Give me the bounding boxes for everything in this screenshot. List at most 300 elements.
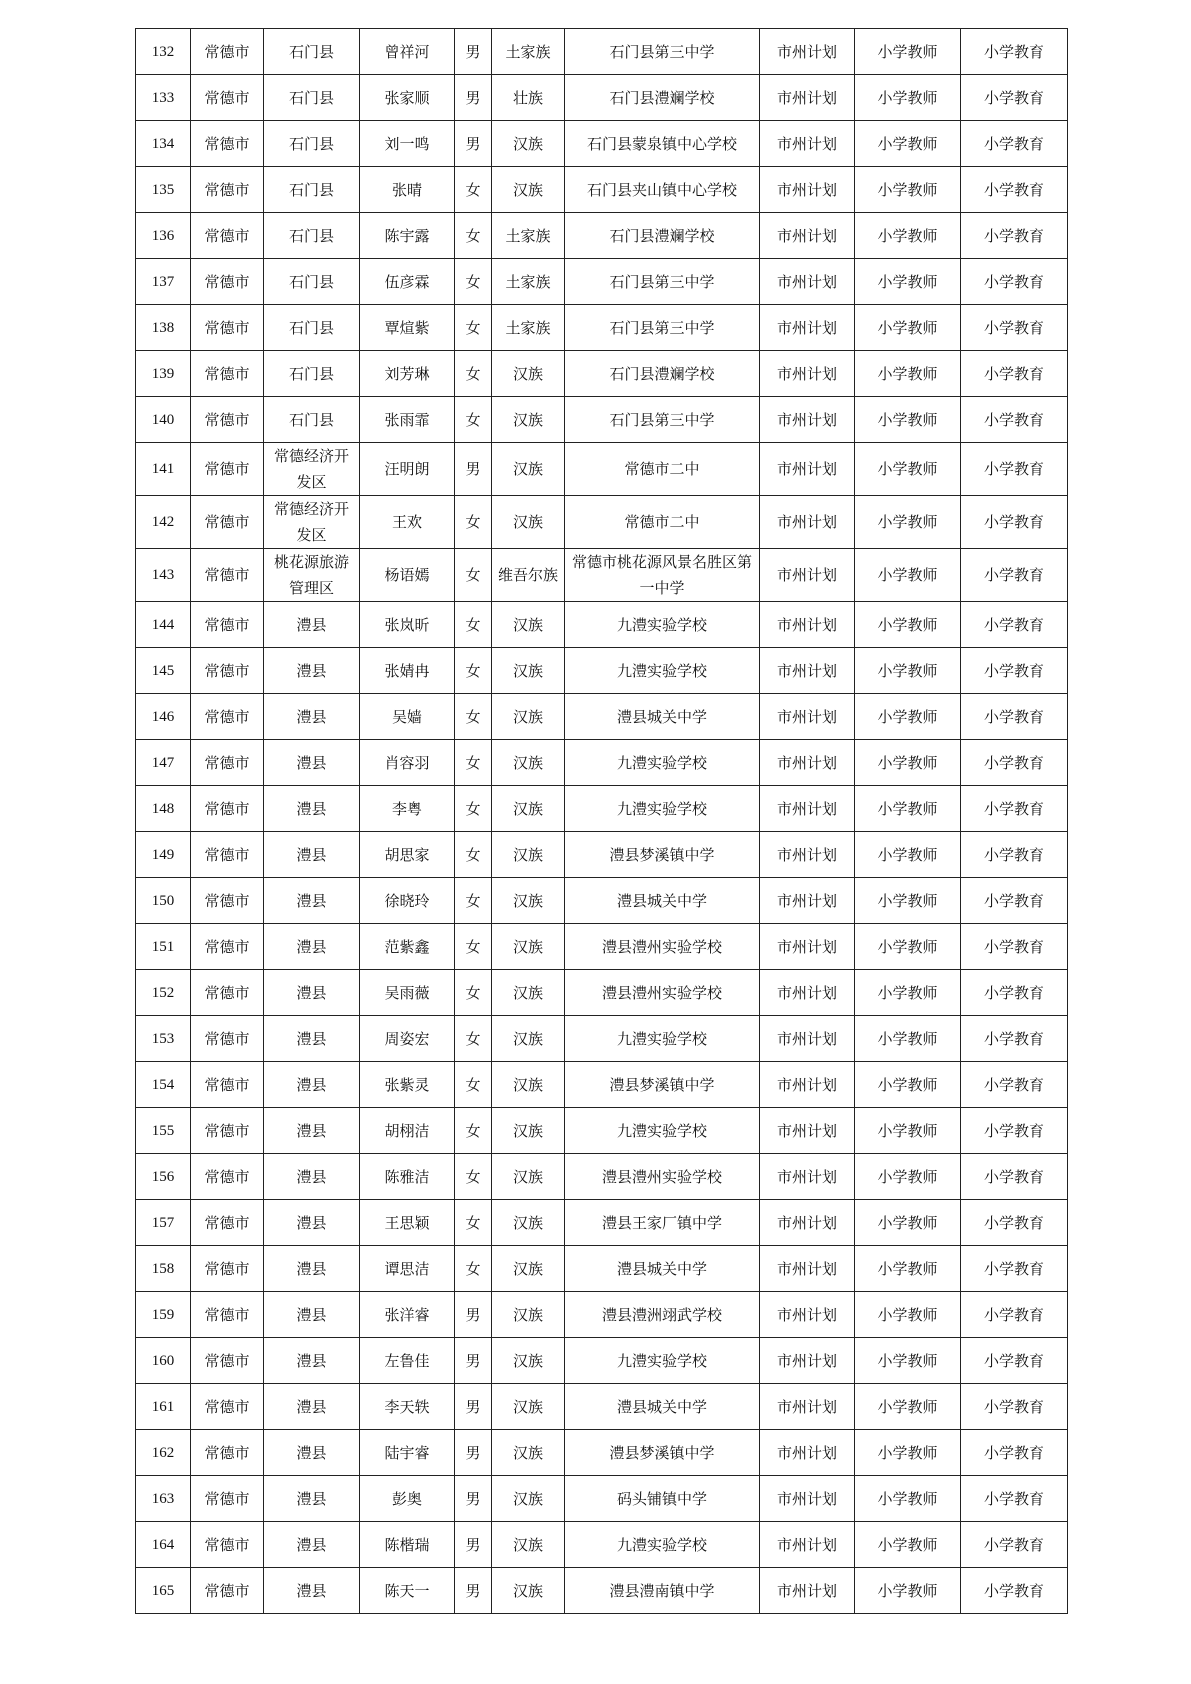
table-row bbox=[136, 970, 1068, 1016]
cell-school: 石门县澧斓学校 bbox=[565, 213, 760, 259]
cell-school: 石门县蒙泉镇中心学校 bbox=[565, 121, 760, 167]
table-row bbox=[136, 443, 1068, 496]
cell-plan-type: 市州计划 bbox=[760, 397, 855, 443]
cell-school: 石门县第三中学 bbox=[565, 29, 760, 75]
cell-school: 石门县第三中学 bbox=[565, 305, 760, 351]
cell-plan-type: 市州计划 bbox=[760, 1154, 855, 1200]
cell-plan-type: 市州计划 bbox=[760, 1522, 855, 1568]
cell-ethnicity: 汉族 bbox=[492, 1384, 565, 1430]
cell-ethnicity: 土家族 bbox=[492, 29, 565, 75]
cell-city: 常德市 bbox=[191, 443, 264, 496]
cell-city: 常德市 bbox=[191, 694, 264, 740]
cell-ethnicity: 汉族 bbox=[492, 740, 565, 786]
table-row bbox=[136, 1200, 1068, 1246]
cell-position: 小学教师 bbox=[855, 740, 961, 786]
cell-seq-no: 151 bbox=[136, 924, 191, 970]
cell-plan-type: 市州计划 bbox=[760, 1430, 855, 1476]
cell-gender: 男 bbox=[455, 1292, 492, 1338]
cell-school: 九澧实验学校 bbox=[565, 740, 760, 786]
cell-position: 小学教师 bbox=[855, 1568, 961, 1614]
cell-position: 小学教师 bbox=[855, 1384, 961, 1430]
cell-gender: 男 bbox=[455, 75, 492, 121]
cell-position: 小学教师 bbox=[855, 305, 961, 351]
roster-table bbox=[135, 28, 1068, 1614]
cell-seq-no: 136 bbox=[136, 213, 191, 259]
cell-name: 刘芳琳 bbox=[360, 351, 455, 397]
cell-city: 常德市 bbox=[191, 1154, 264, 1200]
cell-name: 吴雨薇 bbox=[360, 970, 455, 1016]
cell-county: 澧县 bbox=[264, 1062, 360, 1108]
table-row bbox=[136, 1338, 1068, 1384]
cell-city: 常德市 bbox=[191, 602, 264, 648]
cell-county: 石门县 bbox=[264, 121, 360, 167]
cell-school: 常德市二中 bbox=[565, 496, 760, 549]
cell-gender: 女 bbox=[455, 832, 492, 878]
cell-ethnicity: 汉族 bbox=[492, 167, 565, 213]
cell-ethnicity: 维吾尔族 bbox=[492, 549, 565, 602]
cell-plan-type: 市州计划 bbox=[760, 740, 855, 786]
cell-school: 石门县澧斓学校 bbox=[565, 351, 760, 397]
cell-subject: 小学教育 bbox=[961, 496, 1068, 549]
cell-name: 王思颖 bbox=[360, 1200, 455, 1246]
cell-school: 澧县澧州实验学校 bbox=[565, 1154, 760, 1200]
cell-subject: 小学教育 bbox=[961, 443, 1068, 496]
cell-seq-no: 143 bbox=[136, 549, 191, 602]
cell-name: 彭奥 bbox=[360, 1476, 455, 1522]
cell-name: 陆宇睿 bbox=[360, 1430, 455, 1476]
cell-subject: 小学教育 bbox=[961, 1476, 1068, 1522]
cell-plan-type: 市州计划 bbox=[760, 1246, 855, 1292]
table-row bbox=[136, 1062, 1068, 1108]
cell-plan-type: 市州计划 bbox=[760, 1108, 855, 1154]
cell-subject: 小学教育 bbox=[961, 1338, 1068, 1384]
cell-ethnicity: 汉族 bbox=[492, 443, 565, 496]
cell-name: 谭思洁 bbox=[360, 1246, 455, 1292]
cell-plan-type: 市州计划 bbox=[760, 351, 855, 397]
cell-seq-no: 155 bbox=[136, 1108, 191, 1154]
cell-subject: 小学教育 bbox=[961, 1062, 1068, 1108]
cell-school: 澧县梦溪镇中学 bbox=[565, 1430, 760, 1476]
cell-county: 澧县 bbox=[264, 1292, 360, 1338]
cell-school: 石门县第三中学 bbox=[565, 397, 760, 443]
cell-school: 澧县梦溪镇中学 bbox=[565, 832, 760, 878]
cell-school: 九澧实验学校 bbox=[565, 1522, 760, 1568]
cell-seq-no: 160 bbox=[136, 1338, 191, 1384]
cell-seq-no: 156 bbox=[136, 1154, 191, 1200]
cell-ethnicity: 汉族 bbox=[492, 878, 565, 924]
table-row bbox=[136, 75, 1068, 121]
cell-position: 小学教师 bbox=[855, 1338, 961, 1384]
cell-seq-no: 148 bbox=[136, 786, 191, 832]
cell-city: 常德市 bbox=[191, 1522, 264, 1568]
cell-gender: 女 bbox=[455, 1108, 492, 1154]
cell-name: 张婧冉 bbox=[360, 648, 455, 694]
cell-position: 小学教师 bbox=[855, 878, 961, 924]
cell-plan-type: 市州计划 bbox=[760, 259, 855, 305]
cell-subject: 小学教育 bbox=[961, 878, 1068, 924]
cell-county: 澧县 bbox=[264, 1154, 360, 1200]
cell-position: 小学教师 bbox=[855, 786, 961, 832]
cell-county: 石门县 bbox=[264, 75, 360, 121]
cell-plan-type: 市州计划 bbox=[760, 496, 855, 549]
cell-name: 曾祥河 bbox=[360, 29, 455, 75]
cell-ethnicity: 土家族 bbox=[492, 259, 565, 305]
cell-ethnicity: 土家族 bbox=[492, 305, 565, 351]
cell-plan-type: 市州计划 bbox=[760, 832, 855, 878]
cell-county: 澧县 bbox=[264, 1338, 360, 1384]
cell-position: 小学教师 bbox=[855, 1108, 961, 1154]
cell-city: 常德市 bbox=[191, 121, 264, 167]
cell-plan-type: 市州计划 bbox=[760, 786, 855, 832]
cell-subject: 小学教育 bbox=[961, 786, 1068, 832]
cell-school: 九澧实验学校 bbox=[565, 1338, 760, 1384]
cell-gender: 女 bbox=[455, 167, 492, 213]
table-row bbox=[136, 1292, 1068, 1338]
cell-gender: 男 bbox=[455, 1430, 492, 1476]
cell-city: 常德市 bbox=[191, 1568, 264, 1614]
cell-city: 常德市 bbox=[191, 351, 264, 397]
cell-county: 桃花源旅游管理区 bbox=[264, 549, 360, 602]
cell-county: 石门县 bbox=[264, 259, 360, 305]
cell-subject: 小学教育 bbox=[961, 740, 1068, 786]
cell-county: 澧县 bbox=[264, 832, 360, 878]
cell-plan-type: 市州计划 bbox=[760, 213, 855, 259]
cell-gender: 女 bbox=[455, 694, 492, 740]
cell-plan-type: 市州计划 bbox=[760, 1292, 855, 1338]
cell-position: 小学教师 bbox=[855, 1476, 961, 1522]
cell-position: 小学教师 bbox=[855, 1200, 961, 1246]
cell-seq-no: 132 bbox=[136, 29, 191, 75]
cell-school: 澧县澧州实验学校 bbox=[565, 924, 760, 970]
cell-school: 九澧实验学校 bbox=[565, 1016, 760, 1062]
table-row bbox=[136, 121, 1068, 167]
cell-county: 澧县 bbox=[264, 1246, 360, 1292]
cell-gender: 女 bbox=[455, 496, 492, 549]
cell-seq-no: 141 bbox=[136, 443, 191, 496]
cell-ethnicity: 汉族 bbox=[492, 1522, 565, 1568]
table-row bbox=[136, 1246, 1068, 1292]
cell-name: 张晴 bbox=[360, 167, 455, 213]
cell-city: 常德市 bbox=[191, 740, 264, 786]
cell-position: 小学教师 bbox=[855, 1154, 961, 1200]
table-row bbox=[136, 924, 1068, 970]
cell-plan-type: 市州计划 bbox=[760, 602, 855, 648]
table-body bbox=[136, 29, 1068, 1614]
cell-county: 澧县 bbox=[264, 1384, 360, 1430]
cell-seq-no: 154 bbox=[136, 1062, 191, 1108]
cell-county: 澧县 bbox=[264, 1522, 360, 1568]
cell-gender: 女 bbox=[455, 549, 492, 602]
cell-position: 小学教师 bbox=[855, 167, 961, 213]
cell-county: 澧县 bbox=[264, 694, 360, 740]
cell-school: 澧县梦溪镇中学 bbox=[565, 1062, 760, 1108]
cell-county: 石门县 bbox=[264, 351, 360, 397]
cell-ethnicity: 汉族 bbox=[492, 786, 565, 832]
cell-plan-type: 市州计划 bbox=[760, 121, 855, 167]
cell-school: 澧县澧州实验学校 bbox=[565, 970, 760, 1016]
cell-subject: 小学教育 bbox=[961, 1292, 1068, 1338]
cell-position: 小学教师 bbox=[855, 29, 961, 75]
cell-county: 常德经济开发区 bbox=[264, 443, 360, 496]
cell-ethnicity: 汉族 bbox=[492, 1338, 565, 1384]
cell-name: 胡栩洁 bbox=[360, 1108, 455, 1154]
cell-subject: 小学教育 bbox=[961, 213, 1068, 259]
cell-gender: 男 bbox=[455, 1568, 492, 1614]
cell-subject: 小学教育 bbox=[961, 1246, 1068, 1292]
cell-seq-no: 145 bbox=[136, 648, 191, 694]
table-row bbox=[136, 1384, 1068, 1430]
cell-subject: 小学教育 bbox=[961, 1108, 1068, 1154]
table-row bbox=[136, 397, 1068, 443]
cell-county: 石门县 bbox=[264, 29, 360, 75]
cell-gender: 女 bbox=[455, 970, 492, 1016]
cell-subject: 小学教育 bbox=[961, 924, 1068, 970]
cell-city: 常德市 bbox=[191, 75, 264, 121]
table-row bbox=[136, 549, 1068, 602]
cell-city: 常德市 bbox=[191, 1016, 264, 1062]
table-row bbox=[136, 213, 1068, 259]
table-row bbox=[136, 167, 1068, 213]
cell-position: 小学教师 bbox=[855, 121, 961, 167]
cell-subject: 小学教育 bbox=[961, 351, 1068, 397]
cell-gender: 男 bbox=[455, 1384, 492, 1430]
cell-school: 常德市桃花源风景名胜区第一中学 bbox=[565, 549, 760, 602]
cell-ethnicity: 汉族 bbox=[492, 694, 565, 740]
cell-gender: 女 bbox=[455, 924, 492, 970]
cell-plan-type: 市州计划 bbox=[760, 549, 855, 602]
cell-gender: 女 bbox=[455, 213, 492, 259]
cell-name: 胡思家 bbox=[360, 832, 455, 878]
cell-name: 汪明朗 bbox=[360, 443, 455, 496]
cell-position: 小学教师 bbox=[855, 602, 961, 648]
cell-gender: 女 bbox=[455, 1062, 492, 1108]
cell-seq-no: 159 bbox=[136, 1292, 191, 1338]
cell-name: 刘一鸣 bbox=[360, 121, 455, 167]
cell-seq-no: 157 bbox=[136, 1200, 191, 1246]
cell-county: 常德经济开发区 bbox=[264, 496, 360, 549]
cell-ethnicity: 汉族 bbox=[492, 1476, 565, 1522]
cell-subject: 小学教育 bbox=[961, 305, 1068, 351]
table-row bbox=[136, 1522, 1068, 1568]
cell-name: 张雨霏 bbox=[360, 397, 455, 443]
cell-plan-type: 市州计划 bbox=[760, 305, 855, 351]
cell-subject: 小学教育 bbox=[961, 832, 1068, 878]
cell-name: 陈宇露 bbox=[360, 213, 455, 259]
cell-gender: 女 bbox=[455, 1016, 492, 1062]
cell-name: 陈雅洁 bbox=[360, 1154, 455, 1200]
cell-ethnicity: 汉族 bbox=[492, 1246, 565, 1292]
cell-school: 澧县城关中学 bbox=[565, 1384, 760, 1430]
cell-county: 澧县 bbox=[264, 1016, 360, 1062]
cell-seq-no: 138 bbox=[136, 305, 191, 351]
cell-county: 澧县 bbox=[264, 878, 360, 924]
cell-name: 左鲁佳 bbox=[360, 1338, 455, 1384]
table-row bbox=[136, 305, 1068, 351]
cell-position: 小学教师 bbox=[855, 496, 961, 549]
cell-plan-type: 市州计划 bbox=[760, 1476, 855, 1522]
table-row bbox=[136, 1154, 1068, 1200]
cell-seq-no: 146 bbox=[136, 694, 191, 740]
cell-plan-type: 市州计划 bbox=[760, 924, 855, 970]
cell-gender: 女 bbox=[455, 878, 492, 924]
cell-county: 澧县 bbox=[264, 1476, 360, 1522]
cell-gender: 女 bbox=[455, 740, 492, 786]
cell-subject: 小学教育 bbox=[961, 397, 1068, 443]
cell-plan-type: 市州计划 bbox=[760, 167, 855, 213]
cell-city: 常德市 bbox=[191, 29, 264, 75]
cell-plan-type: 市州计划 bbox=[760, 443, 855, 496]
cell-city: 常德市 bbox=[191, 1430, 264, 1476]
cell-plan-type: 市州计划 bbox=[760, 1568, 855, 1614]
table-row bbox=[136, 259, 1068, 305]
cell-plan-type: 市州计划 bbox=[760, 75, 855, 121]
cell-city: 常德市 bbox=[191, 1108, 264, 1154]
cell-position: 小学教师 bbox=[855, 1292, 961, 1338]
cell-name: 李天轶 bbox=[360, 1384, 455, 1430]
cell-seq-no: 163 bbox=[136, 1476, 191, 1522]
cell-gender: 女 bbox=[455, 1246, 492, 1292]
cell-subject: 小学教育 bbox=[961, 167, 1068, 213]
cell-gender: 女 bbox=[455, 397, 492, 443]
cell-name: 李粤 bbox=[360, 786, 455, 832]
table-row bbox=[136, 832, 1068, 878]
cell-city: 常德市 bbox=[191, 496, 264, 549]
cell-subject: 小学教育 bbox=[961, 1430, 1068, 1476]
cell-subject: 小学教育 bbox=[961, 1384, 1068, 1430]
cell-city: 常德市 bbox=[191, 259, 264, 305]
cell-city: 常德市 bbox=[191, 305, 264, 351]
cell-ethnicity: 土家族 bbox=[492, 213, 565, 259]
cell-plan-type: 市州计划 bbox=[760, 694, 855, 740]
cell-city: 常德市 bbox=[191, 832, 264, 878]
cell-name: 周姿宏 bbox=[360, 1016, 455, 1062]
cell-school: 码头铺镇中学 bbox=[565, 1476, 760, 1522]
cell-position: 小学教师 bbox=[855, 694, 961, 740]
cell-position: 小学教师 bbox=[855, 970, 961, 1016]
cell-seq-no: 133 bbox=[136, 75, 191, 121]
cell-ethnicity: 壮族 bbox=[492, 75, 565, 121]
cell-seq-no: 152 bbox=[136, 970, 191, 1016]
cell-gender: 女 bbox=[455, 1154, 492, 1200]
cell-subject: 小学教育 bbox=[961, 1154, 1068, 1200]
cell-school: 常德市二中 bbox=[565, 443, 760, 496]
cell-position: 小学教师 bbox=[855, 1016, 961, 1062]
cell-ethnicity: 汉族 bbox=[492, 602, 565, 648]
cell-position: 小学教师 bbox=[855, 924, 961, 970]
cell-name: 张洋睿 bbox=[360, 1292, 455, 1338]
cell-gender: 女 bbox=[455, 305, 492, 351]
cell-position: 小学教师 bbox=[855, 75, 961, 121]
cell-gender: 女 bbox=[455, 602, 492, 648]
table-row bbox=[136, 740, 1068, 786]
cell-school: 澧县城关中学 bbox=[565, 694, 760, 740]
cell-ethnicity: 汉族 bbox=[492, 648, 565, 694]
cell-gender: 女 bbox=[455, 648, 492, 694]
cell-ethnicity: 汉族 bbox=[492, 1062, 565, 1108]
cell-ethnicity: 汉族 bbox=[492, 1568, 565, 1614]
table-row bbox=[136, 351, 1068, 397]
cell-subject: 小学教育 bbox=[961, 121, 1068, 167]
cell-county: 澧县 bbox=[264, 1108, 360, 1154]
cell-city: 常德市 bbox=[191, 1338, 264, 1384]
cell-name: 陈天一 bbox=[360, 1568, 455, 1614]
cell-gender: 女 bbox=[455, 259, 492, 305]
cell-county: 石门县 bbox=[264, 305, 360, 351]
cell-school: 石门县夹山镇中心学校 bbox=[565, 167, 760, 213]
cell-position: 小学教师 bbox=[855, 832, 961, 878]
cell-name: 杨语嫣 bbox=[360, 549, 455, 602]
cell-county: 澧县 bbox=[264, 648, 360, 694]
cell-ethnicity: 汉族 bbox=[492, 1108, 565, 1154]
cell-city: 常德市 bbox=[191, 924, 264, 970]
cell-seq-no: 134 bbox=[136, 121, 191, 167]
cell-name: 肖容羽 bbox=[360, 740, 455, 786]
cell-position: 小学教师 bbox=[855, 1430, 961, 1476]
cell-name: 陈楷瑞 bbox=[360, 1522, 455, 1568]
cell-city: 常德市 bbox=[191, 1246, 264, 1292]
table-row bbox=[136, 1016, 1068, 1062]
cell-seq-no: 137 bbox=[136, 259, 191, 305]
cell-county: 澧县 bbox=[264, 1200, 360, 1246]
cell-gender: 男 bbox=[455, 121, 492, 167]
table-row bbox=[136, 602, 1068, 648]
cell-seq-no: 144 bbox=[136, 602, 191, 648]
cell-position: 小学教师 bbox=[855, 443, 961, 496]
cell-seq-no: 161 bbox=[136, 1384, 191, 1430]
cell-ethnicity: 汉族 bbox=[492, 496, 565, 549]
cell-ethnicity: 汉族 bbox=[492, 832, 565, 878]
cell-ethnicity: 汉族 bbox=[492, 1430, 565, 1476]
cell-seq-no: 147 bbox=[136, 740, 191, 786]
cell-county: 石门县 bbox=[264, 397, 360, 443]
table-row bbox=[136, 1476, 1068, 1522]
cell-county: 澧县 bbox=[264, 786, 360, 832]
cell-ethnicity: 汉族 bbox=[492, 397, 565, 443]
cell-subject: 小学教育 bbox=[961, 1200, 1068, 1246]
cell-position: 小学教师 bbox=[855, 549, 961, 602]
cell-subject: 小学教育 bbox=[961, 1522, 1068, 1568]
cell-name: 张家顺 bbox=[360, 75, 455, 121]
table-row bbox=[136, 786, 1068, 832]
cell-position: 小学教师 bbox=[855, 1062, 961, 1108]
cell-seq-no: 142 bbox=[136, 496, 191, 549]
cell-seq-no: 135 bbox=[136, 167, 191, 213]
cell-county: 澧县 bbox=[264, 1430, 360, 1476]
cell-gender: 女 bbox=[455, 786, 492, 832]
cell-ethnicity: 汉族 bbox=[492, 970, 565, 1016]
cell-county: 澧县 bbox=[264, 970, 360, 1016]
cell-name: 王欢 bbox=[360, 496, 455, 549]
cell-subject: 小学教育 bbox=[961, 648, 1068, 694]
cell-city: 常德市 bbox=[191, 1476, 264, 1522]
cell-city: 常德市 bbox=[191, 1200, 264, 1246]
cell-subject: 小学教育 bbox=[961, 549, 1068, 602]
cell-city: 常德市 bbox=[191, 549, 264, 602]
cell-gender: 男 bbox=[455, 1476, 492, 1522]
cell-school: 澧县澧洲翊武学校 bbox=[565, 1292, 760, 1338]
cell-city: 常德市 bbox=[191, 167, 264, 213]
cell-name: 吴嫱 bbox=[360, 694, 455, 740]
cell-school: 澧县城关中学 bbox=[565, 1246, 760, 1292]
cell-plan-type: 市州计划 bbox=[760, 1200, 855, 1246]
cell-gender: 女 bbox=[455, 1200, 492, 1246]
cell-city: 常德市 bbox=[191, 970, 264, 1016]
cell-gender: 男 bbox=[455, 29, 492, 75]
cell-plan-type: 市州计划 bbox=[760, 1384, 855, 1430]
cell-plan-type: 市州计划 bbox=[760, 1016, 855, 1062]
table-row bbox=[136, 1108, 1068, 1154]
table-row bbox=[136, 1568, 1068, 1614]
